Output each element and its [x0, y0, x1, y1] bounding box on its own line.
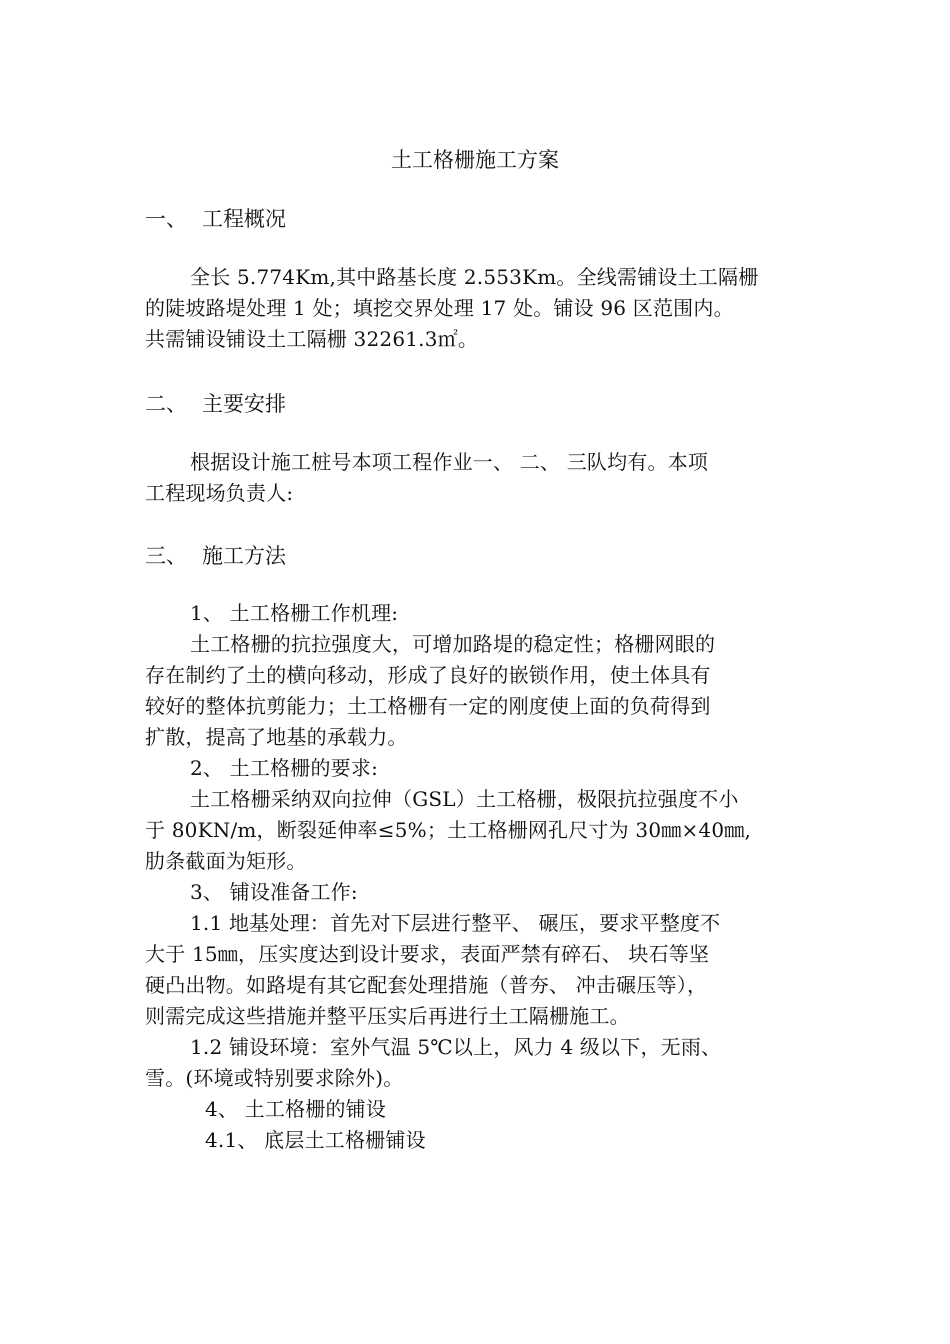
section-heading-2 [145, 389, 286, 419]
paragraph-line: 存在制约了土的横向移动，形成了良好的嵌锁作用，使土体具有 [145, 663, 711, 687]
section-title: 施工方法 [202, 544, 286, 568]
paragraph-line: 1.1 地基处理：首先对下层进行整平、 碾压，要求平整度不 [190, 911, 721, 935]
paragraph-line: 大于 15㎜，压实度达到设计要求，表面严禁有碎石、 块石等坚 [145, 942, 710, 966]
paragraph-line: 共需铺设铺设土工隔栅 32261.3㎡。 [145, 327, 479, 351]
subsection-heading: 2、 土工格栅的要求: [190, 756, 379, 780]
paragraph-line: 全长 5.774Km,其中路基长度 2.553Km。全线需铺设土工隔栅 [190, 265, 759, 289]
section-heading-1 [145, 204, 286, 234]
subsection-heading: 1、 土工格栅工作机理: [190, 601, 399, 625]
section-number: 三、 [145, 544, 187, 568]
section-number: 一、 [145, 207, 187, 231]
section-number: 二、 [145, 392, 187, 416]
section-3-body [145, 598, 810, 1156]
paragraph-line: 工程现场负责人: [145, 481, 294, 505]
subsection-heading: 4、 土工格栅的铺设 [205, 1097, 387, 1121]
paragraph-line: 硬凸出物。如路堤有其它配套处理措施（普夯、 冲击碾压等）， [145, 973, 708, 997]
paragraph-line: 扩散，提高了地基的承载力。 [145, 725, 408, 749]
section-title: 工程概况 [202, 207, 286, 231]
document-title: 土工格栅施工方案 [391, 148, 559, 172]
paragraph-line: 的陡坡路堤处理 1 处；填挖交界处理 17 处。铺设 96 区范围内。 [145, 296, 734, 320]
paragraph-line: 土工格栅的抗拉强度大，可增加路堤的稳定性；格栅网眼的 [190, 632, 716, 656]
paragraph-line: 肋条截面为矩形。 [145, 849, 307, 873]
subsection-heading: 3、 铺设准备工作: [190, 880, 358, 904]
section-1-body [145, 262, 810, 355]
paragraph-line: 土工格栅采纳双向拉伸（GSL）土工格栅，极限抗拉强度不小 [190, 787, 739, 811]
section-2-body [145, 447, 810, 509]
paragraph-line: 较好的整体抗剪能力；土工格栅有一定的刚度使上面的负荷得到 [145, 694, 711, 718]
paragraph-line: 1.2 铺设环境：室外气温 5℃以上，风力 4 级以下，无雨、 [190, 1035, 722, 1059]
paragraph-line: 则需完成这些措施并整平压实后再进行土工隔栅施工。 [145, 1004, 630, 1028]
subsection-heading: 4.1、 底层土工格栅铺设 [205, 1128, 426, 1152]
section-heading-3 [145, 541, 286, 571]
section-title: 主要安排 [202, 392, 286, 416]
paragraph-line: 雪。(环境或特别要求除外)。 [145, 1066, 404, 1090]
paragraph-line: 于 80KN/m，断裂延伸率≤5%；土工格栅网孔尺寸为 30㎜×40㎜, [145, 818, 752, 842]
paragraph-line: 根据设计施工桩号本项工程作业一、 二、 三队均有。本项 [190, 450, 709, 474]
